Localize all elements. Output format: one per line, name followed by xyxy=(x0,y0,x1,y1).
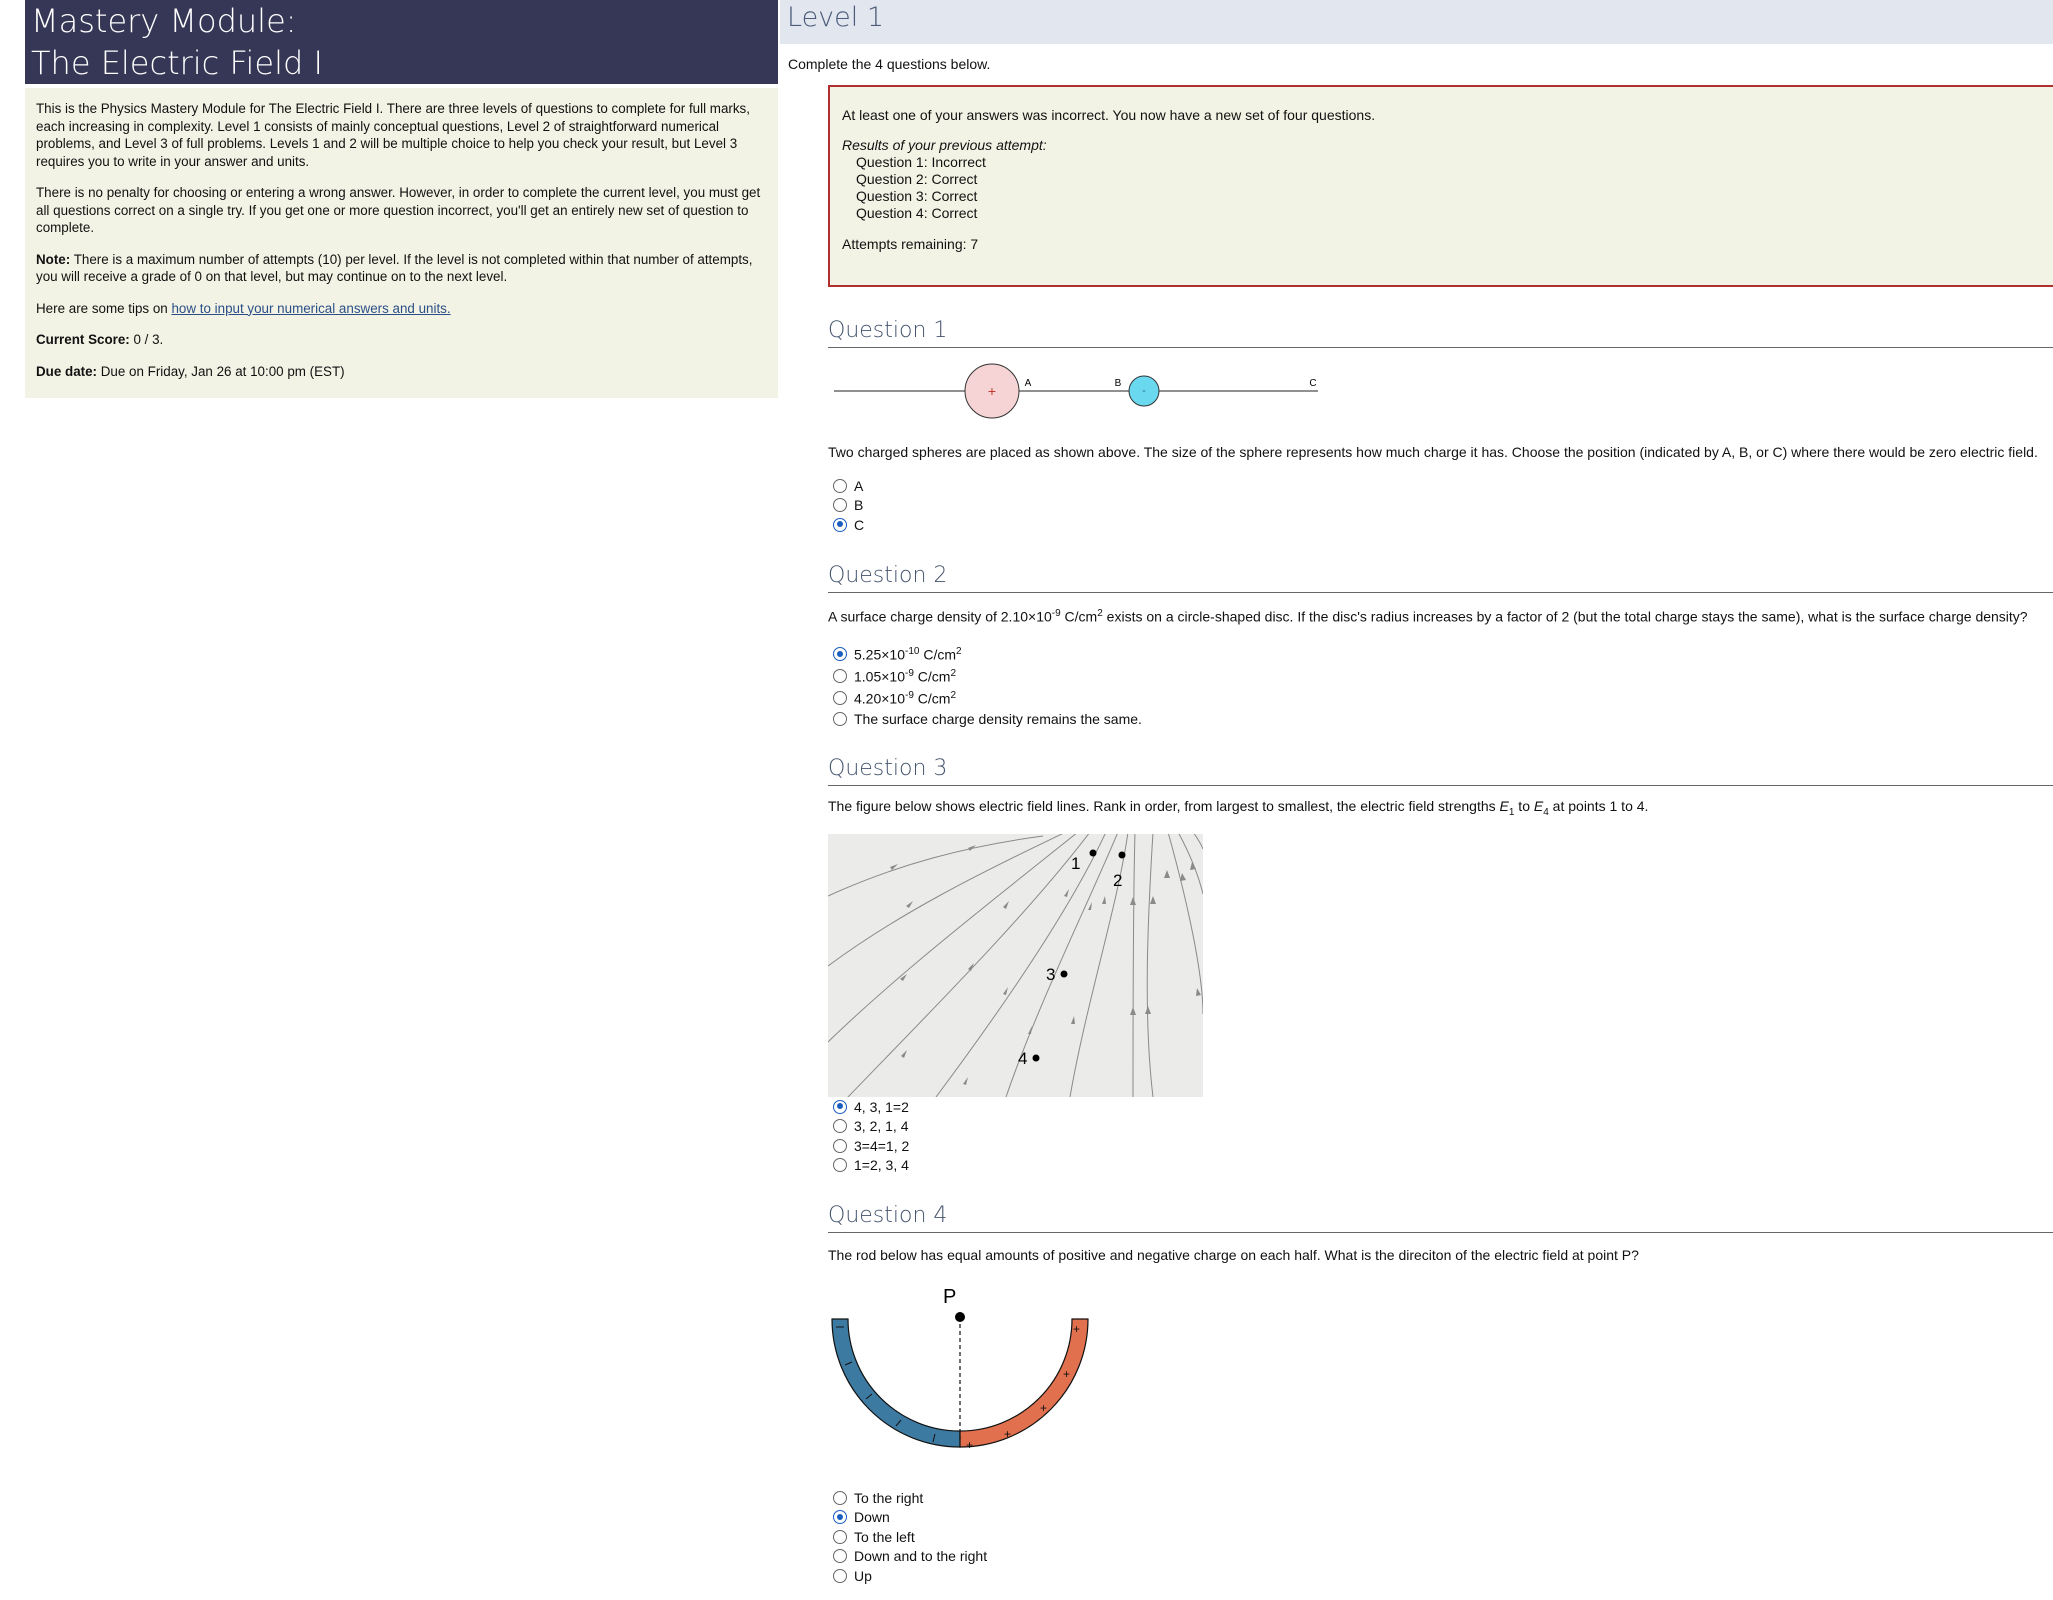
question-1-figure xyxy=(828,360,1328,422)
result-item: Question 2: Correct xyxy=(856,171,978,187)
point-b-label: B xyxy=(1114,378,1122,389)
question-4-text: The rod below has equal amounts of positive and negative charge on each half. What is the direciton of the electric field at point P? xyxy=(828,1247,1639,1263)
q3-e4: E xyxy=(1533,798,1544,814)
q2-option-label xyxy=(854,668,956,685)
q2-opt1-unit: C/cm xyxy=(919,646,957,663)
module-panel xyxy=(25,0,778,398)
attempts-remaining: Attempts remaining: 7 xyxy=(842,236,979,252)
q3-e1-sub: 1 xyxy=(1508,806,1515,818)
feedback-box xyxy=(828,85,2053,287)
q1-radio-b[interactable] xyxy=(833,498,847,512)
score-value: 0 / 3. xyxy=(129,332,164,347)
q4-radio-5[interactable] xyxy=(833,1569,847,1583)
field-point-2-label: 2 xyxy=(1113,871,1123,890)
q3-text-pre: The figure below shows electric field lines. Rank in order, from largest to smallest, the electric field strengths xyxy=(828,798,1500,814)
q4-option-label: Up xyxy=(854,1567,872,1584)
q2-radio-1[interactable] xyxy=(833,647,847,661)
level-instructions: Complete the 4 questions below. xyxy=(788,56,991,72)
plus-mark: + xyxy=(966,1438,974,1452)
q1-option-label: B xyxy=(854,497,864,514)
q3-text-post: at points 1 to 4. xyxy=(1548,798,1649,814)
negative-rod-half xyxy=(832,1319,960,1447)
q1-option-label: C xyxy=(854,516,865,533)
field-point-4-label: 4 xyxy=(1018,1049,1028,1068)
q2-opt3-unit: C/cm xyxy=(913,690,951,707)
charged-rod-figure xyxy=(828,1283,1148,1473)
q2-opt3-sq: 2 xyxy=(950,689,957,701)
q3-to: to xyxy=(1514,798,1534,814)
q3-option-label: 4, 3, 1=2 xyxy=(854,1098,909,1115)
q4-radio-2[interactable] xyxy=(833,1510,847,1524)
q4-option-4[interactable] xyxy=(833,1547,987,1567)
q3-e4-sub: 4 xyxy=(1543,806,1549,818)
q3-option-label: 3=4=1, 2 xyxy=(854,1137,910,1154)
q2-text-post: exists on a circle-shaped disc. If the disc's radius increases by a factor of 2 (but the total charge stays the same), what is the surface charge density? xyxy=(1102,608,2028,625)
module-title-line1: Mastery Module: xyxy=(31,2,297,40)
q3-radio-4[interactable] xyxy=(833,1158,847,1172)
current-score xyxy=(36,331,767,349)
question-3-text xyxy=(828,798,1648,818)
penalty-paragraph: There is no penalty for choosing or entering a wrong answer. However, in order to complete the current level, you must get all questions correct on a single try. If you get one or more question incorrect, you'll get an entirely new set of question to complete. xyxy=(36,185,761,235)
q2-opt3-exp: -9 xyxy=(905,689,914,701)
question-1-options xyxy=(833,476,864,535)
q2-option-label: The surface charge density remains the same. xyxy=(854,710,1142,727)
q3-e1: E xyxy=(1499,798,1509,814)
q2-text-mid: C/cm xyxy=(1060,608,1098,625)
q3-option-2[interactable] xyxy=(833,1117,909,1137)
q3-option-label: 3, 2, 1, 4 xyxy=(854,1118,909,1135)
point-a-label: A xyxy=(1024,378,1032,389)
level-title: Level 1 xyxy=(780,0,2053,44)
q2-text-pre: A surface charge density of 2.10×10 xyxy=(828,608,1052,625)
results-title: Results of your previous attempt: xyxy=(842,137,1047,153)
due-date xyxy=(36,363,767,381)
tips-link[interactable]: how to input your numerical answers and units. xyxy=(171,300,451,316)
q1-radio-a[interactable] xyxy=(833,479,847,493)
question-2-text xyxy=(828,608,2028,625)
field-point-4 xyxy=(1033,1055,1040,1062)
field-point-1 xyxy=(1090,850,1097,857)
q3-radio-1[interactable] xyxy=(833,1100,847,1114)
q2-radio-2[interactable] xyxy=(833,669,847,683)
q4-option-5[interactable] xyxy=(833,1566,987,1586)
q2-opt2-base: 1.05×10 xyxy=(854,668,905,685)
q4-radio-1[interactable] xyxy=(833,1491,847,1505)
due-value: Due on Friday, Jan 26 at 10:00 pm (EST) xyxy=(97,363,345,379)
q2-option-label xyxy=(854,646,962,663)
q3-option-4[interactable] xyxy=(833,1156,909,1176)
q2-option-4[interactable] xyxy=(833,709,1142,729)
intro-paragraph: This is the Physics Mastery Module for The Electric Field I. There are three levels of questions to complete for full marks, each increasing in complexity. Level 1 consists of mainly conceptual questions, Level 2 of straightforward numerical problems, and Level 3 of full problems. Levels 1 and 2 will be multiple choice to help you check your result, but Level 3 requires you to write in your answer and units. xyxy=(36,101,750,169)
question-3-options xyxy=(833,1097,909,1175)
q3-option-1[interactable] xyxy=(833,1097,909,1117)
field-point-3 xyxy=(1061,971,1068,978)
note-text: There is a maximum number of attempts (10) per level. If the level is not completed within that number of attempts, you will receive a grade of 0 on that level, but may continue on to the next level. xyxy=(36,251,753,284)
field-point-2 xyxy=(1119,852,1126,859)
result-item: Question 3: Correct xyxy=(856,188,978,204)
q2-text-sq: 2 xyxy=(1097,608,1103,619)
point-c-label: C xyxy=(1309,378,1317,389)
question-4-title: Question 4 xyxy=(828,1202,2053,1233)
q3-option-label: 1=2, 3, 4 xyxy=(854,1157,909,1174)
level-panel xyxy=(780,0,2053,1600)
module-title xyxy=(25,0,778,84)
positive-rod-half xyxy=(960,1319,1088,1447)
score-label: Current Score: xyxy=(36,332,130,347)
q4-option-1[interactable] xyxy=(833,1488,987,1508)
q4-option-label: To the right xyxy=(854,1489,924,1506)
q2-option-2[interactable] xyxy=(833,665,1142,687)
q4-radio-3[interactable] xyxy=(833,1530,847,1544)
question-1-title: Question 1 xyxy=(828,317,2053,348)
q4-option-3[interactable] xyxy=(833,1527,987,1547)
question-2-title: Question 2 xyxy=(828,562,2053,593)
module-info-box xyxy=(25,88,778,398)
q1-option-a[interactable] xyxy=(833,476,864,496)
q2-opt1-exp: -10 xyxy=(905,645,920,657)
field-point-1-label: 1 xyxy=(1071,854,1081,873)
field-point-3-label: 3 xyxy=(1046,965,1056,984)
q4-option-label: Down and to the right xyxy=(854,1548,988,1565)
q2-radio-4[interactable] xyxy=(833,712,847,726)
q2-radio-3[interactable] xyxy=(833,691,847,705)
due-label: Due date: xyxy=(36,363,98,379)
q2-option-3[interactable] xyxy=(833,687,1142,709)
feedback-message: At least one of your answers was incorrect. You now have a new set of four questions. xyxy=(842,107,1376,123)
q2-opt2-exp: -9 xyxy=(905,667,914,679)
tips-paragraph xyxy=(36,300,767,318)
q2-opt2-sq: 2 xyxy=(950,667,957,679)
q2-option-label xyxy=(854,690,956,707)
question-3-title: Question 3 xyxy=(828,755,2053,786)
q3-radio-2[interactable] xyxy=(833,1119,847,1133)
plus-mark: + xyxy=(1073,1322,1081,1336)
result-item: Question 1: Incorrect xyxy=(856,154,986,170)
tips-prefix: Here are some tips on xyxy=(36,300,172,316)
q1-option-b[interactable] xyxy=(833,496,864,516)
plus-mark: + xyxy=(1063,1367,1071,1381)
question-4-options xyxy=(833,1488,987,1586)
q2-opt1-sq: 2 xyxy=(956,645,962,657)
plus-sign: + xyxy=(987,383,997,399)
q2-option-1[interactable] xyxy=(833,643,1142,665)
q4-option-2[interactable] xyxy=(833,1508,987,1528)
field-lines-figure xyxy=(828,834,1203,1097)
point-p-label: P xyxy=(943,1286,957,1308)
question-2-options xyxy=(833,643,1142,729)
q3-option-3[interactable] xyxy=(833,1136,909,1156)
q1-option-c[interactable] xyxy=(833,515,864,535)
results-list xyxy=(842,154,2046,222)
q2-opt2-unit: C/cm xyxy=(913,668,951,685)
question-1-text: Two charged spheres are placed as shown above. The size of the sphere represents how much charge it has. Choose the position (indicated by A, B, or C) where there would be zero electric field. xyxy=(828,444,2038,460)
q4-option-label: Down xyxy=(854,1509,890,1526)
q1-radio-c[interactable] xyxy=(833,518,847,532)
minus-sign: - xyxy=(1142,385,1146,397)
note-label: Note: xyxy=(36,251,71,267)
module-title-line2: The Electric Field I xyxy=(31,44,323,82)
q3-radio-3[interactable] xyxy=(833,1139,847,1153)
q2-opt3-base: 4.20×10 xyxy=(854,690,905,707)
q4-radio-4[interactable] xyxy=(833,1549,847,1563)
plus-mark: + xyxy=(1004,1427,1012,1441)
q4-option-label: To the left xyxy=(854,1528,915,1545)
note-paragraph xyxy=(36,251,767,286)
result-item: Question 4: Correct xyxy=(856,205,978,221)
plus-mark: + xyxy=(1040,1401,1048,1415)
point-p xyxy=(955,1312,965,1322)
q1-option-label: A xyxy=(854,477,864,494)
q2-text-exp: -9 xyxy=(1051,608,1061,619)
q2-opt1-base: 5.25×10 xyxy=(854,646,905,663)
